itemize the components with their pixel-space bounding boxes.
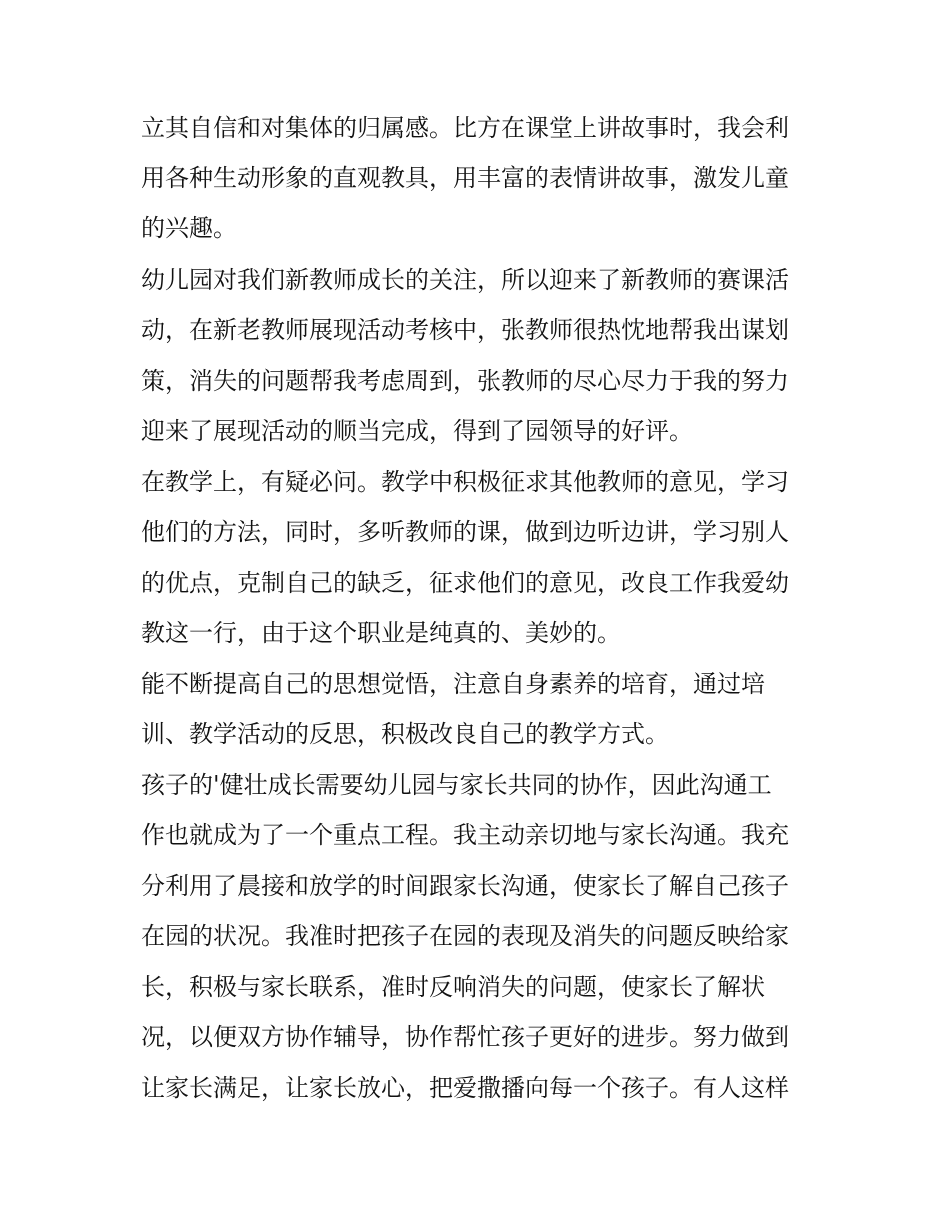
text-line: 训、教学活动的反思，积极改良自己的教学方式。 (141, 720, 669, 748)
text-line: 立其自信和对集体的归属感。比方在课堂上讲故事时，我会利 (141, 114, 789, 142)
text-line: 动，在新老教师展现活动考核中，张教师很热忱地帮我出谋划 (141, 316, 789, 344)
text-line: 在教学上，有疑必问。教学中积极征求其他教师的意见，学习 (141, 468, 789, 496)
text-line: 的兴趣。 (141, 214, 237, 242)
text-line: 作也就成为了一个重点工程。我主动亲切地与家长沟通。我充 (141, 821, 789, 849)
text-line: 他们的方法，同时，多听教师的课，做到边听边讲，学习别人 (141, 518, 789, 546)
text-line: 孩子的'健壮成长需要幼儿园与家长共同的协作，因此沟通工 (141, 771, 772, 799)
text-line: 在园的状况。我准时把孩子在园的表现及消失的问题反映给家 (141, 922, 789, 950)
text-line: 分利用了晨接和放学的时间跟家长沟通，使家长了解自己孩子 (141, 872, 789, 900)
text-line: 长，积极与家长联系，准时反响消失的问题，使家长了解状 (141, 973, 765, 1001)
text-line: 况，以便双方协作辅导，协作帮忙孩子更好的进步。努力做到 (141, 1023, 789, 1051)
text-line: 教这一行，由于这个职业是纯真的、美妙的。 (141, 619, 621, 647)
text-line: 幼儿园对我们新教师成长的关注，所以迎来了新教师的赛课活 (141, 266, 789, 294)
text-line: 让家长满足，让家长放心，把爱撒播向每一个孩子。有人这样 (141, 1074, 789, 1102)
text-line: 用各种生动形象的直观教具，用丰富的表情讲故事，激发儿童 (141, 164, 789, 192)
text-line: 的优点，克制自己的缺乏，征求他们的意见，改良工作我爱幼 (141, 569, 789, 597)
text-line: 能不断提高自己的思想觉悟，注意自身素养的培育，通过培 (141, 670, 765, 698)
text-line: 策，消失的问题帮我考虑周到，张教师的尽心尽力于我的努力 (141, 367, 789, 395)
text-line: 迎来了展现活动的顺当完成，得到了园领导的好评。 (141, 417, 693, 445)
